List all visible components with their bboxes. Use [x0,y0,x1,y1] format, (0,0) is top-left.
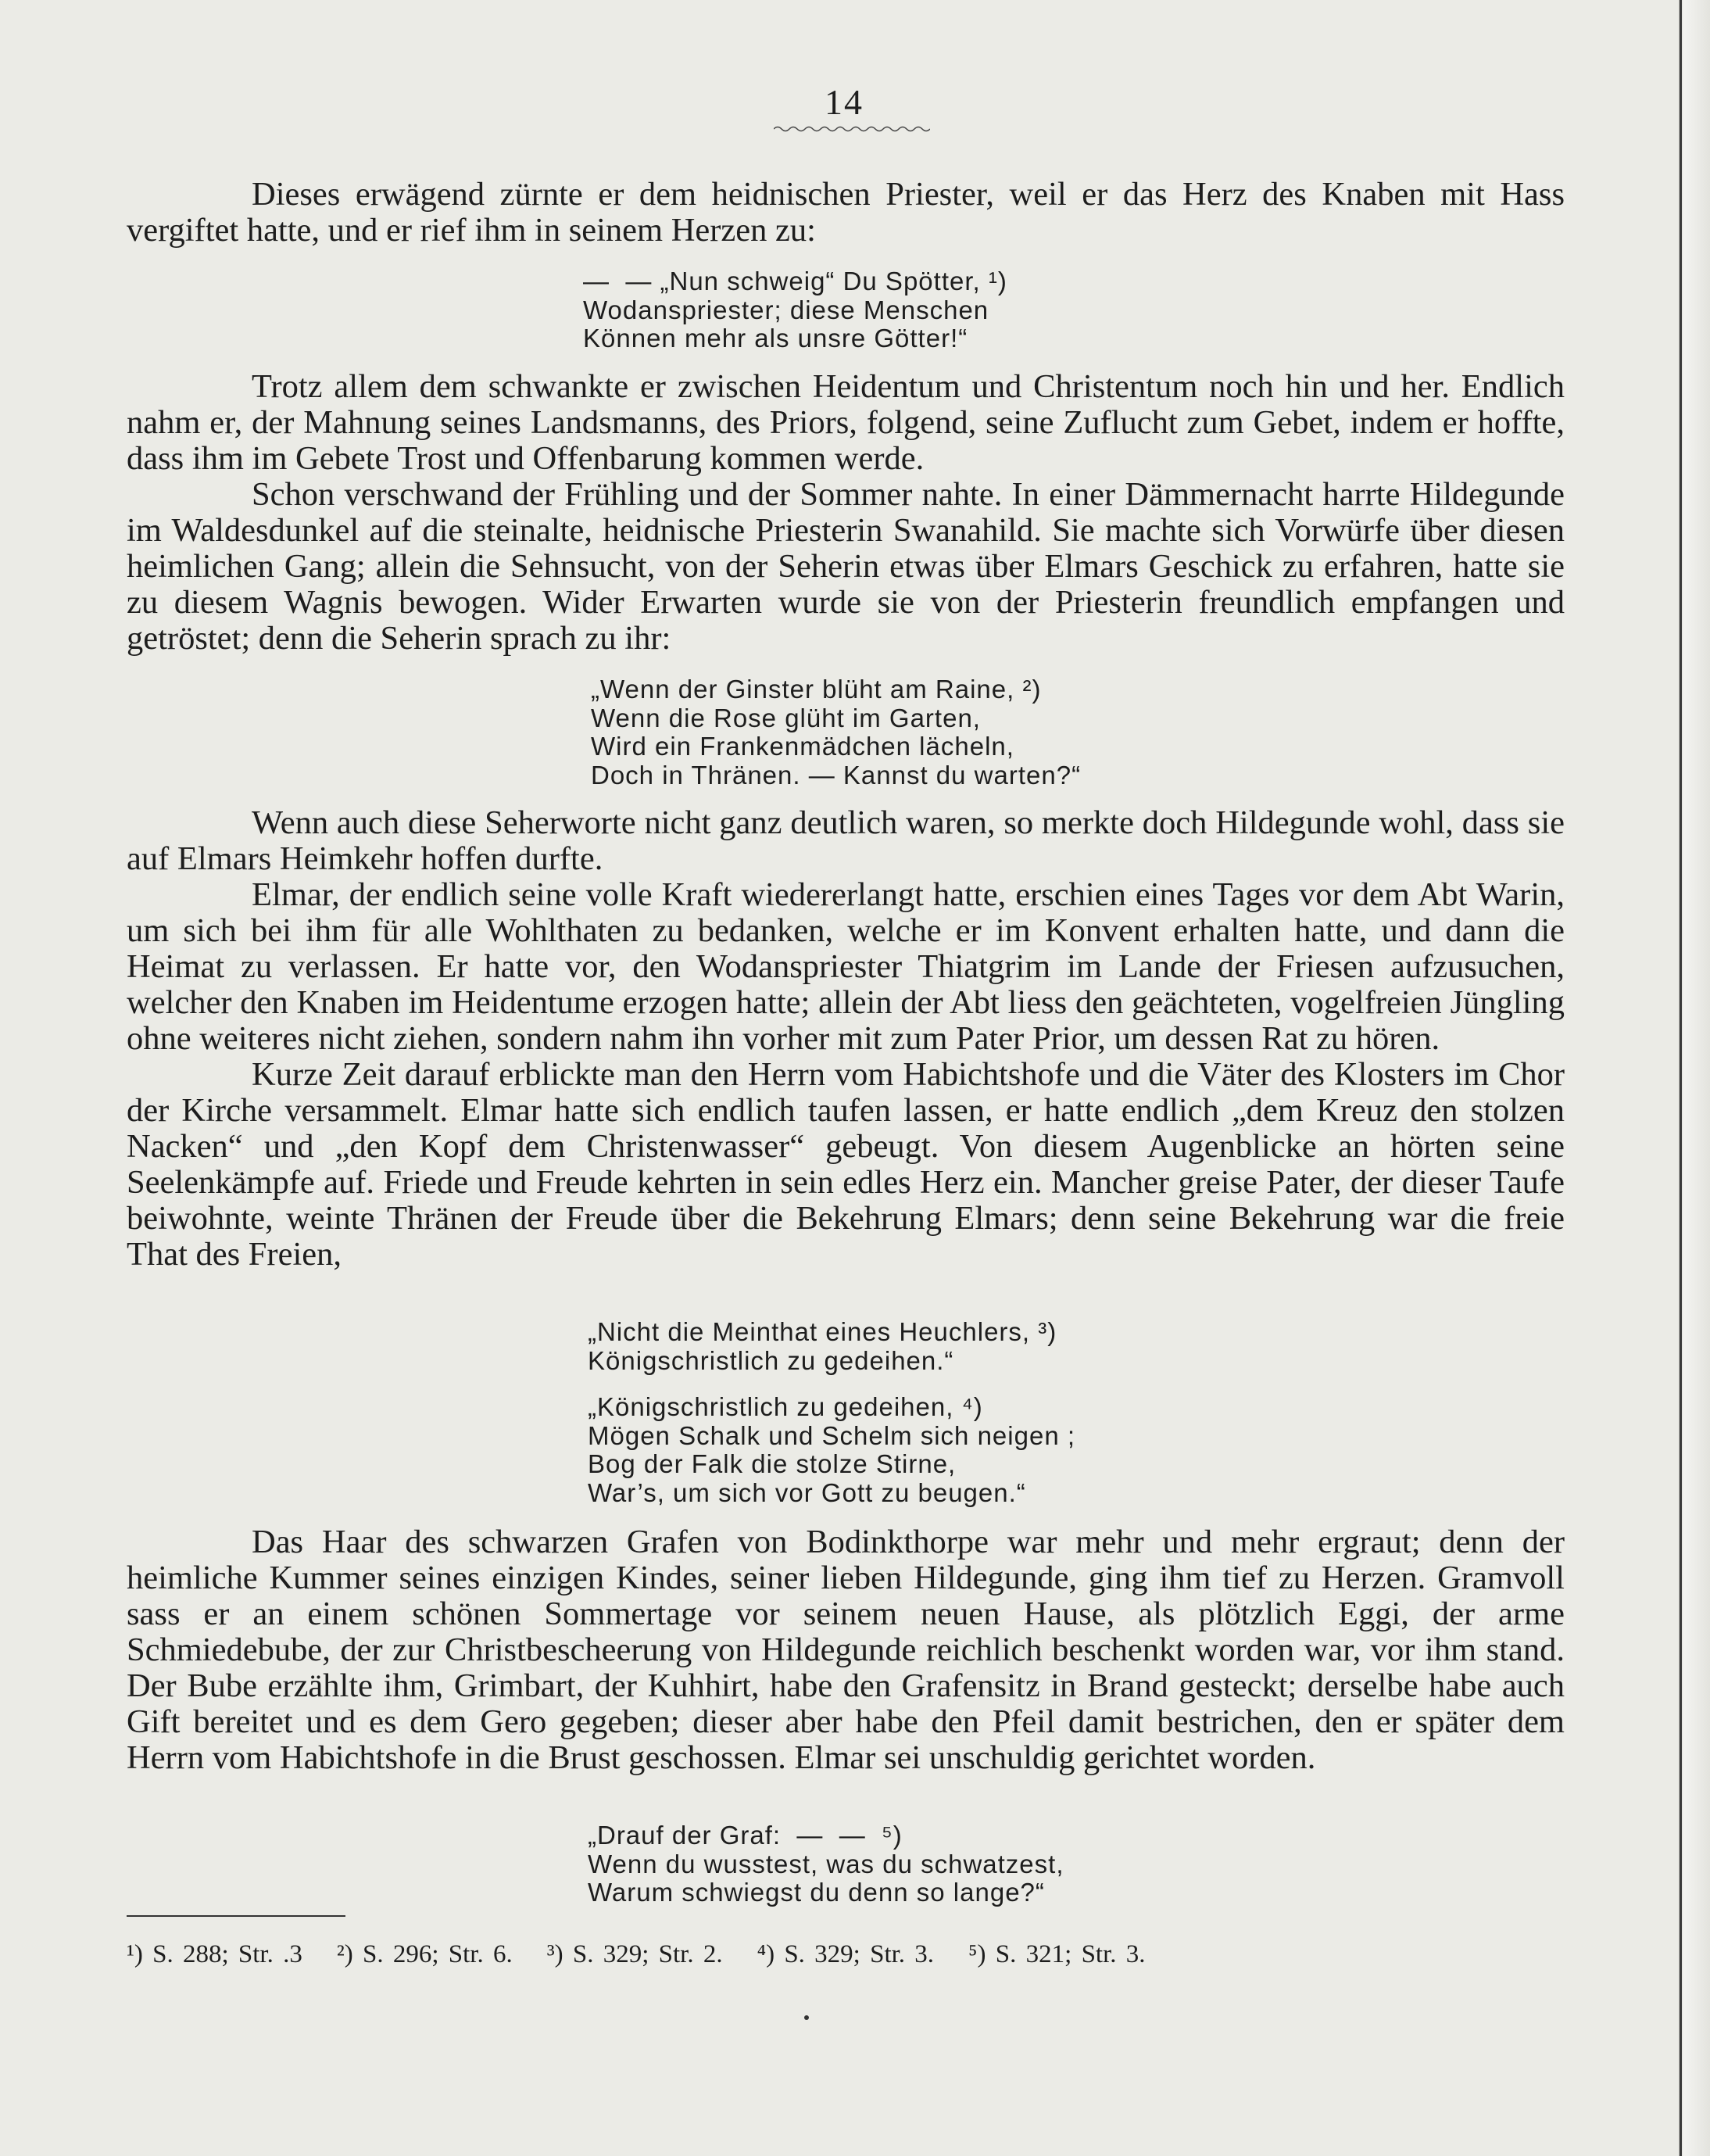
paragraph: Kurze Zeit darauf erblickte man den Herrn vom Habichtshofe und die Väter des Klosters im Chor der Kirche versammelt. Elmar hatte sich endlich taufen lassen, er hatte endlich „dem Kreuz den stolzen Nacken“ und „den Kopf dem Christenwasser“ gebeugt. Von diesem Augenblicke an hörten seine Seelenkämpfe auf. Friede und Freude kehrten in sein edles Herz ein. Mancher greise Pater, der dieser Taufe beiwohnte, weinte Thränen der Freude über die Bekehrung Elmars; denn seine Bekehrung war die freie That des Freien, [127,1056,1565,1273]
text-block-4 [127,1524,1565,1776]
text-block-2 [127,369,1565,657]
verse-line: Wenn du wusstest, was du schwatzest, [588,1849,1064,1878]
verse-quote-5 [588,1821,1064,1907]
verse-quote-4 [588,1393,1075,1507]
verse-line: Wodanspriester; diese Menschen [583,295,989,324]
verse-line: Königschristlich zu gedeihen.“ [588,1345,954,1375]
verse-line: Wenn die Rose glüht im Garten, [591,703,981,732]
verse-line: „Drauf der Graf: — — ⁵) [588,1821,903,1850]
footnote: ⁵) S. 321; Str. 3. [968,1940,1146,1968]
text-block-1 [127,177,1565,249]
verse-line: „Königschristlich zu gedeihen, ⁴) [588,1392,983,1421]
verse-line: Doch in Thränen. — Kannst du warten?“ [591,760,1082,790]
verse-quote-2 [591,675,1081,790]
verse-line: War’s, um sich vor Gott zu beugen.“ [588,1477,1026,1507]
paragraph: Schon verschwand der Frühling und der Sommer nahte. In einer Dämmernacht harrte Hildegunde im Waldesdunkel auf die steinalte, heidnische Priesterin Swanahild. Sie machte sich Vorwürfe über diesen heimlichen Gang; allein die Sehnsucht, von der Seherin etwas über Elmars Geschick zu erfahren, hatte sie zu diesem Wagnis bewogen. Wider Erwarten wurde sie von der Priesterin freundlich empfangen und getröstet; denn die Seherin sprach zu ihr: [127,476,1565,657]
verse-line: Mögen Schalk und Schelm sich neigen ; [588,1420,1076,1450]
footnote-separator [127,1915,345,1917]
verse-quote-3 [588,1318,1057,1375]
verse-line: Wird ein Frankenmädchen lächeln, [591,732,1014,761]
footnotes [127,1940,1486,1969]
footnote: ⁴) S. 329; Str. 3. [757,1940,935,1968]
verse-line: „Nicht die Meinthat eines Heuchlers, ³) [588,1317,1057,1346]
footnote: ³) S. 329; Str. 2. [546,1940,723,1968]
paragraph: Wenn auch diese Seherworte nicht ganz deutlich waren, so merkte doch Hildegunde wohl, dass sie auf Elmars Heimkehr hoffen durfte. [127,804,1565,877]
page-number: 14 [825,82,864,122]
paragraph: Dieses erwägend zürnte er dem heidnischen Priester, weil er das Herz des Knaben mit Hass vergiftet hatte, und er rief ihm in seinem Herzen zu: [127,176,1565,249]
verse-line: „Wenn der Ginster blüht am Raine, ²) [591,675,1042,704]
verse-line: — — „Nun schweig“ Du Spötter, ¹) [583,267,1007,295]
verse-quote-1 [583,267,1007,353]
footnote: ¹) S. 288; Str. .3 [127,1940,302,1968]
verse-line: Warum schwiegst du denn so lange?“ [588,1878,1045,1907]
paragraph: Trotz allem dem schwankte er zwischen Heidentum und Christentum noch hin und her. Endlich nahm er, der Mahnung seines Landsmanns, des Priors, folgend, seine Zuflucht zum Gebet, indem er hoffte, dass ihm im Gebete Trost und Offenbarung kommen werde. [127,368,1565,477]
page-edge-line [1680,0,1682,2156]
paragraph: Elmar, der endlich seine volle Kraft wiedererlangt hatte, erschien eines Tages vor dem Abt Warin, um sich bei ihm für alle Wohlthaten zu bedanken, welche er im Konvent erhalten hatte, und dann die Heimat zu verlassen. Er hatte vor, den Wodanspriester Thiatgrim im Lande der Friesen aufzusuchen, welcher den Knaben im Heidentume erzogen hatte; allein der Abt liess den geächteten, vogelfreien Jüngling ohne weiteres nicht ziehen, sondern nahm ihn vorher mit zum Pater Prior, um dessen Rat zu hören. [127,876,1565,1057]
verse-line: Können mehr als unsre Götter!“ [583,324,968,353]
verse-line: Bog der Falk die stolze Stirne, [588,1449,957,1478]
text-block-3 [127,805,1565,1273]
ink-speck [804,2015,809,2020]
footnote: ²) S. 296; Str. 6. [336,1940,513,1968]
page-edge [1679,0,1710,2156]
paragraph: Das Haar des schwarzen Grafen von Bodinkthorpe war mehr und mehr ergraut; denn der heimliche Kummer seines einzigen Kindes, seiner lieben Hildegunde, ging ihm tief zu Herzen. Gramvoll sass er an einem schönen Sommertage vor seinem neuen Hause, als plötzlich Eggi, der arme Schmiedebube, der zur Christbescheerung von Hildegunde reichlich beschenkt worden war, vor ihm stand. Der Bube erzählte ihm, Grimbart, der Kuhhirt, habe den Grafensitz in Brand gesteckt; derselbe habe auch Gift bereitet und es dem Gero gegeben; dieser aber habe den Pfeil damit bestrichen, den er später dem Herrn vom Habichtshofe in die Brust geschossen. Elmar sei unschuldig gerichtet worden. [127,1524,1565,1776]
page-number-ornament [774,124,930,134]
